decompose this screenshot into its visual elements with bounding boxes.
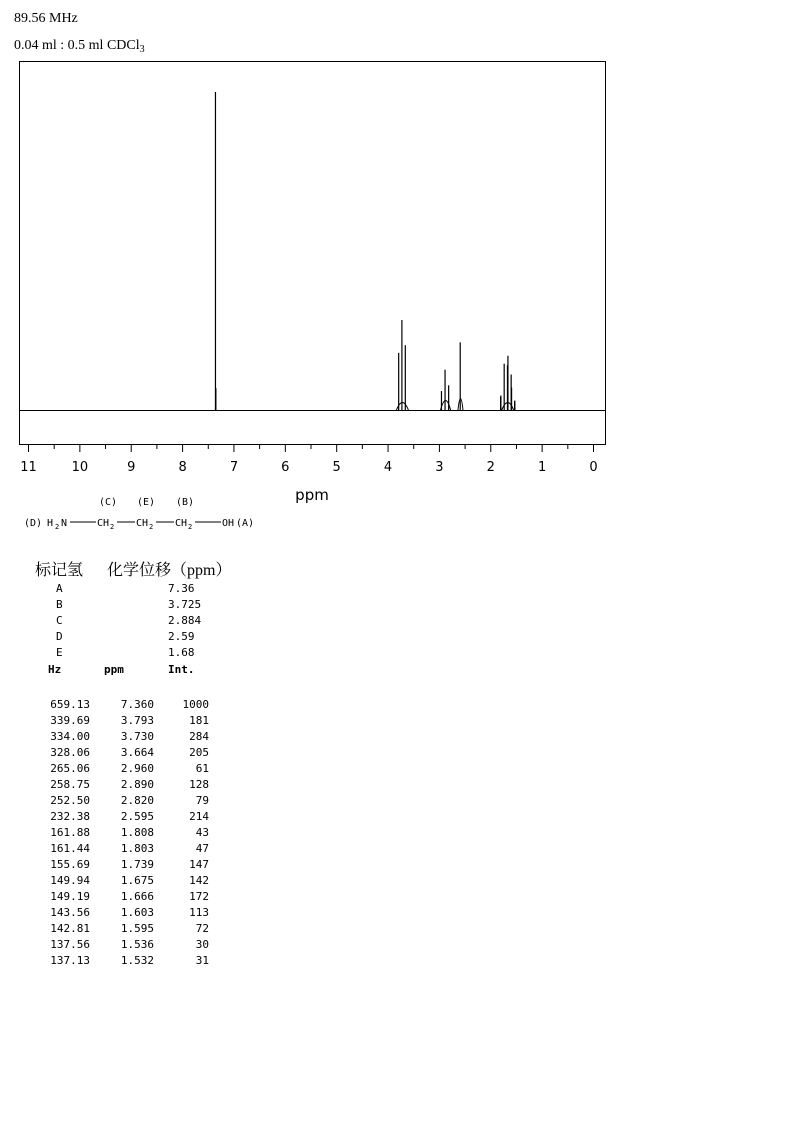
peak-hz: 149.19 <box>50 890 90 903</box>
peak-int: 79 <box>195 794 209 807</box>
peak-hz: 232.38 <box>50 810 90 823</box>
amine-n: N <box>61 518 68 529</box>
peak-hz: 161.44 <box>50 842 90 855</box>
peak-hz: 149.94 <box>50 874 90 887</box>
label-a: (A) <box>236 518 255 529</box>
peak-int: 72 <box>195 922 209 935</box>
x-tick-label: 1 <box>537 460 547 475</box>
peak-int: 214 <box>189 810 209 823</box>
peak-hz: 265.06 <box>50 762 90 775</box>
label-b: (B) <box>176 497 195 508</box>
assignment-shift: 2.59 <box>168 630 195 643</box>
x-tick-label: 2 <box>486 460 495 475</box>
peak-ppm: 1.739 <box>120 858 154 871</box>
peak-ppm: 7.360 <box>120 698 154 711</box>
peak-ppm: 3.793 <box>120 714 154 727</box>
x-tick-label: 5 <box>332 460 341 475</box>
peak-int: 31 <box>195 954 209 967</box>
label-e: (E) <box>137 497 156 508</box>
amine-h: H <box>47 518 54 529</box>
hydroxyl: OH <box>222 518 235 529</box>
assignment-shift: 1.68 <box>168 646 195 659</box>
methylene-b: CH <box>175 518 188 529</box>
header-hz: Hz <box>48 663 62 676</box>
peak-hz: 328.06 <box>50 746 90 759</box>
peak-hz: 258.75 <box>50 778 90 791</box>
peak-ppm: 2.890 <box>120 778 154 791</box>
x-tick-label: 10 <box>71 460 89 475</box>
peak-hz: 252.50 <box>50 794 90 807</box>
peak-hz: 142.81 <box>50 922 90 935</box>
assignment-label: A <box>56 582 63 595</box>
peak-hz: 161.88 <box>50 826 90 839</box>
molecular-structure <box>0 0 794 540</box>
assignment-label: C <box>56 614 63 627</box>
peak-hz: 339.69 <box>50 714 90 727</box>
peak-ppm: 1.532 <box>120 954 154 967</box>
peak-ppm: 2.595 <box>120 810 154 823</box>
peak-ppm: 1.536 <box>120 938 154 951</box>
peak-int: 43 <box>195 826 209 839</box>
peak-hz: 155.69 <box>50 858 90 871</box>
sample-concentration-text: 0.04 ml : 0.5 ml CDCl <box>14 38 140 53</box>
header-int: Int. <box>168 663 195 676</box>
methylene-c: CH <box>97 518 110 529</box>
label-d: (D) <box>24 518 43 529</box>
peak-ppm: 2.960 <box>120 762 154 775</box>
peak-int: 113 <box>189 906 209 919</box>
assignment-label: B <box>56 598 63 611</box>
peak-hz: 137.13 <box>50 954 90 967</box>
peak-ppm: 1.675 <box>120 874 154 887</box>
peak-int: 128 <box>189 778 209 791</box>
assignment-shift: 7.36 <box>168 582 195 595</box>
x-tick-label: 11 <box>20 460 37 475</box>
x-tick-label: 4 <box>383 460 393 475</box>
peak-ppm: 1.803 <box>120 842 154 855</box>
x-tick-label: 8 <box>178 460 187 475</box>
label-c: (C) <box>99 497 118 508</box>
assignment-label: E <box>56 646 63 659</box>
assignment-label: D <box>56 630 63 643</box>
x-tick-label: 6 <box>281 460 290 475</box>
methylene-e-subscript: 2 <box>149 523 154 531</box>
peak-ppm: 1.666 <box>120 890 154 903</box>
peak-hz: 659.13 <box>50 698 90 711</box>
peak-ppm: 1.808 <box>120 826 154 839</box>
peak-int: 47 <box>195 842 209 855</box>
peak-int: 284 <box>189 730 209 743</box>
header-ppm: ppm <box>104 663 124 676</box>
assignment-col-label: 标记氢 <box>35 562 84 579</box>
peak-hz: 334.00 <box>50 730 90 743</box>
assignment-header <box>35 557 231 580</box>
x-tick-label: 3 <box>435 460 444 475</box>
peak-hz: 137.56 <box>50 938 90 951</box>
peak-int: 30 <box>195 938 209 951</box>
peak-ppm: 1.595 <box>120 922 154 935</box>
peak-hz: 143.56 <box>50 906 90 919</box>
x-tick-label: 7 <box>229 460 239 475</box>
peak-int: 61 <box>195 762 209 775</box>
peak-int: 147 <box>189 858 209 871</box>
x-tick-label: 0 <box>589 460 598 475</box>
x-axis-label: ppm <box>295 486 329 504</box>
sample-subscript: 3 <box>139 44 145 55</box>
peak-int: 172 <box>189 890 209 903</box>
assignment-shift: 2.884 <box>168 614 202 627</box>
spectrometer-frequency: 89.56 MHz <box>14 11 78 26</box>
assignment-col-shift: 化学位移（ppm） <box>107 562 232 579</box>
peak-ppm: 1.603 <box>120 906 154 919</box>
peak-int: 181 <box>189 714 209 727</box>
amine-h-subscript: 2 <box>55 523 60 531</box>
peak-int: 1000 <box>182 698 209 711</box>
peak-ppm: 2.820 <box>120 794 154 807</box>
assignment-shift: 3.725 <box>168 598 202 611</box>
x-tick-label: 9 <box>127 460 136 475</box>
peak-ppm: 3.730 <box>120 730 154 743</box>
peak-int: 142 <box>189 874 209 887</box>
methylene-e: CH <box>136 518 149 529</box>
peak-int: 205 <box>189 746 209 759</box>
methylene-b-subscript: 2 <box>188 523 193 531</box>
methylene-c-subscript: 2 <box>110 523 115 531</box>
peak-ppm: 3.664 <box>120 746 154 759</box>
